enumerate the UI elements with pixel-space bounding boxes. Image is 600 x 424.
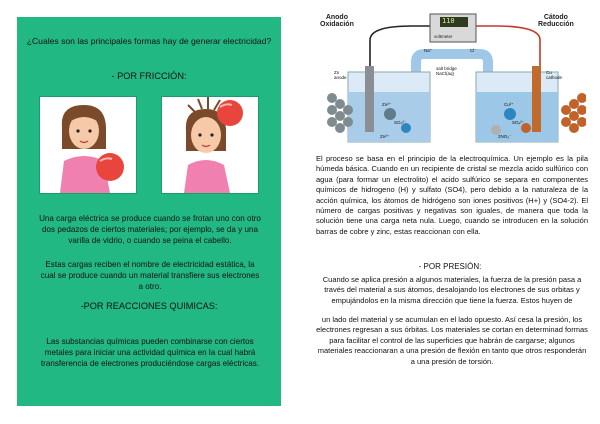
friction-illustration-2 [161, 96, 259, 194]
friction-illustration-1 [39, 96, 137, 194]
question-heading: ¿Cuales son las principales formas hay de generar electricidad? [26, 36, 272, 46]
chemistry-paragraph: El proceso se basa en el principio de la electroquímica. Un ejemplo es la pila húmeda básica. Cuando en un recipiente de cristal se mezcla acido sulfúrico con agua (para formar un electrolito) el acido sulfúrico se separa en componentes químicos de hidrogeno (H) y sulfato (SO4), pero debido a la naturaleza de la acción química, los átomos de hidrógeno son iones positivos (H+) y (SO4-2). El número de cargas positivas y negativas son iguales, de manera que toda la solución tiene una carga neta nula. Luego, cuando se introducen en la solución barras de cobre y zinc, estas reaccionan con ella. [316, 154, 588, 236]
so4-right-label: SO₄²⁻ [512, 120, 525, 125]
friction-heading: - POR FRICCIÓN: [111, 71, 187, 81]
voltmeter-reading: 110 [442, 17, 455, 25]
chemical-paragraph: Las substancias químicas pueden combinarse con ciertos metales para iniciar una actividad química en la cual habrá transferencia de electrones produciéndose cargas eléctricas. [40, 337, 260, 368]
na-ion-label: Na⁺ [424, 48, 433, 53]
anode-label: Anodo Oxidación [320, 14, 354, 28]
voltmeter-label: voltmeter [434, 34, 453, 39]
right-panel [300, 0, 600, 424]
cl-ion-label: Cl⁻ [470, 48, 477, 53]
cu-ion-label: Cu²⁺ [504, 102, 514, 107]
electrochemical-cell-diagram [320, 10, 586, 146]
pressure-heading: - POR PRESIÓN: [418, 262, 482, 271]
friction-paragraph-1: Una carga eléctrica se produce cuando se frotan uno con otro dos pedazos de ciertos materiales; por ejemplo, se da y una varilla de vidrio, o cuando se peina el cabello. [39, 214, 261, 245]
pressure-paragraph-2: un lado del material y se acumulan en el lado opuesto. Así cesa la presión, los electrones regresan a sus órbitas. Los materiales se cortan en determinad formas para facilitar el control de las superficies que habrán de cargarse; algunos materiales reaccionaran a una presión de flexión en tanto que otros responderán a una presión de torsión. [316, 315, 588, 366]
friction-paragraph-2: Estas cargas reciben el nombre de electricidad estática, la cual se produce cuando un material transfiere sus electrones a otro. [40, 260, 260, 291]
salt-bridge-label: salt bridge NaCl(aq) [436, 66, 457, 76]
zn-bottom-label: Zn²⁺ [380, 134, 390, 139]
cu-cathode-label: Cu cathode [546, 70, 563, 80]
cathode-label: Cátodo Reducción [538, 14, 574, 28]
chemical-heading: -POR REACCIONES QUIMICAS: [80, 301, 218, 311]
zn-anode-label: Zn anode [334, 70, 347, 80]
cu-bottom-label: 2NO₃⁻ [498, 134, 512, 139]
zn-ion-label: Zn²⁺ [382, 102, 392, 107]
left-panel [17, 17, 281, 406]
so4-left-label: SO₄²⁻ [394, 120, 407, 125]
pressure-paragraph-1: Cuando se aplica presión a algunos materiales, la fuerza de la presión pasa a través del material a sus átomos, desalojando los electrones de sus orbitas y empujándolos en la misma dirección que tiene la fuerza. Estos huyen de [322, 275, 582, 305]
